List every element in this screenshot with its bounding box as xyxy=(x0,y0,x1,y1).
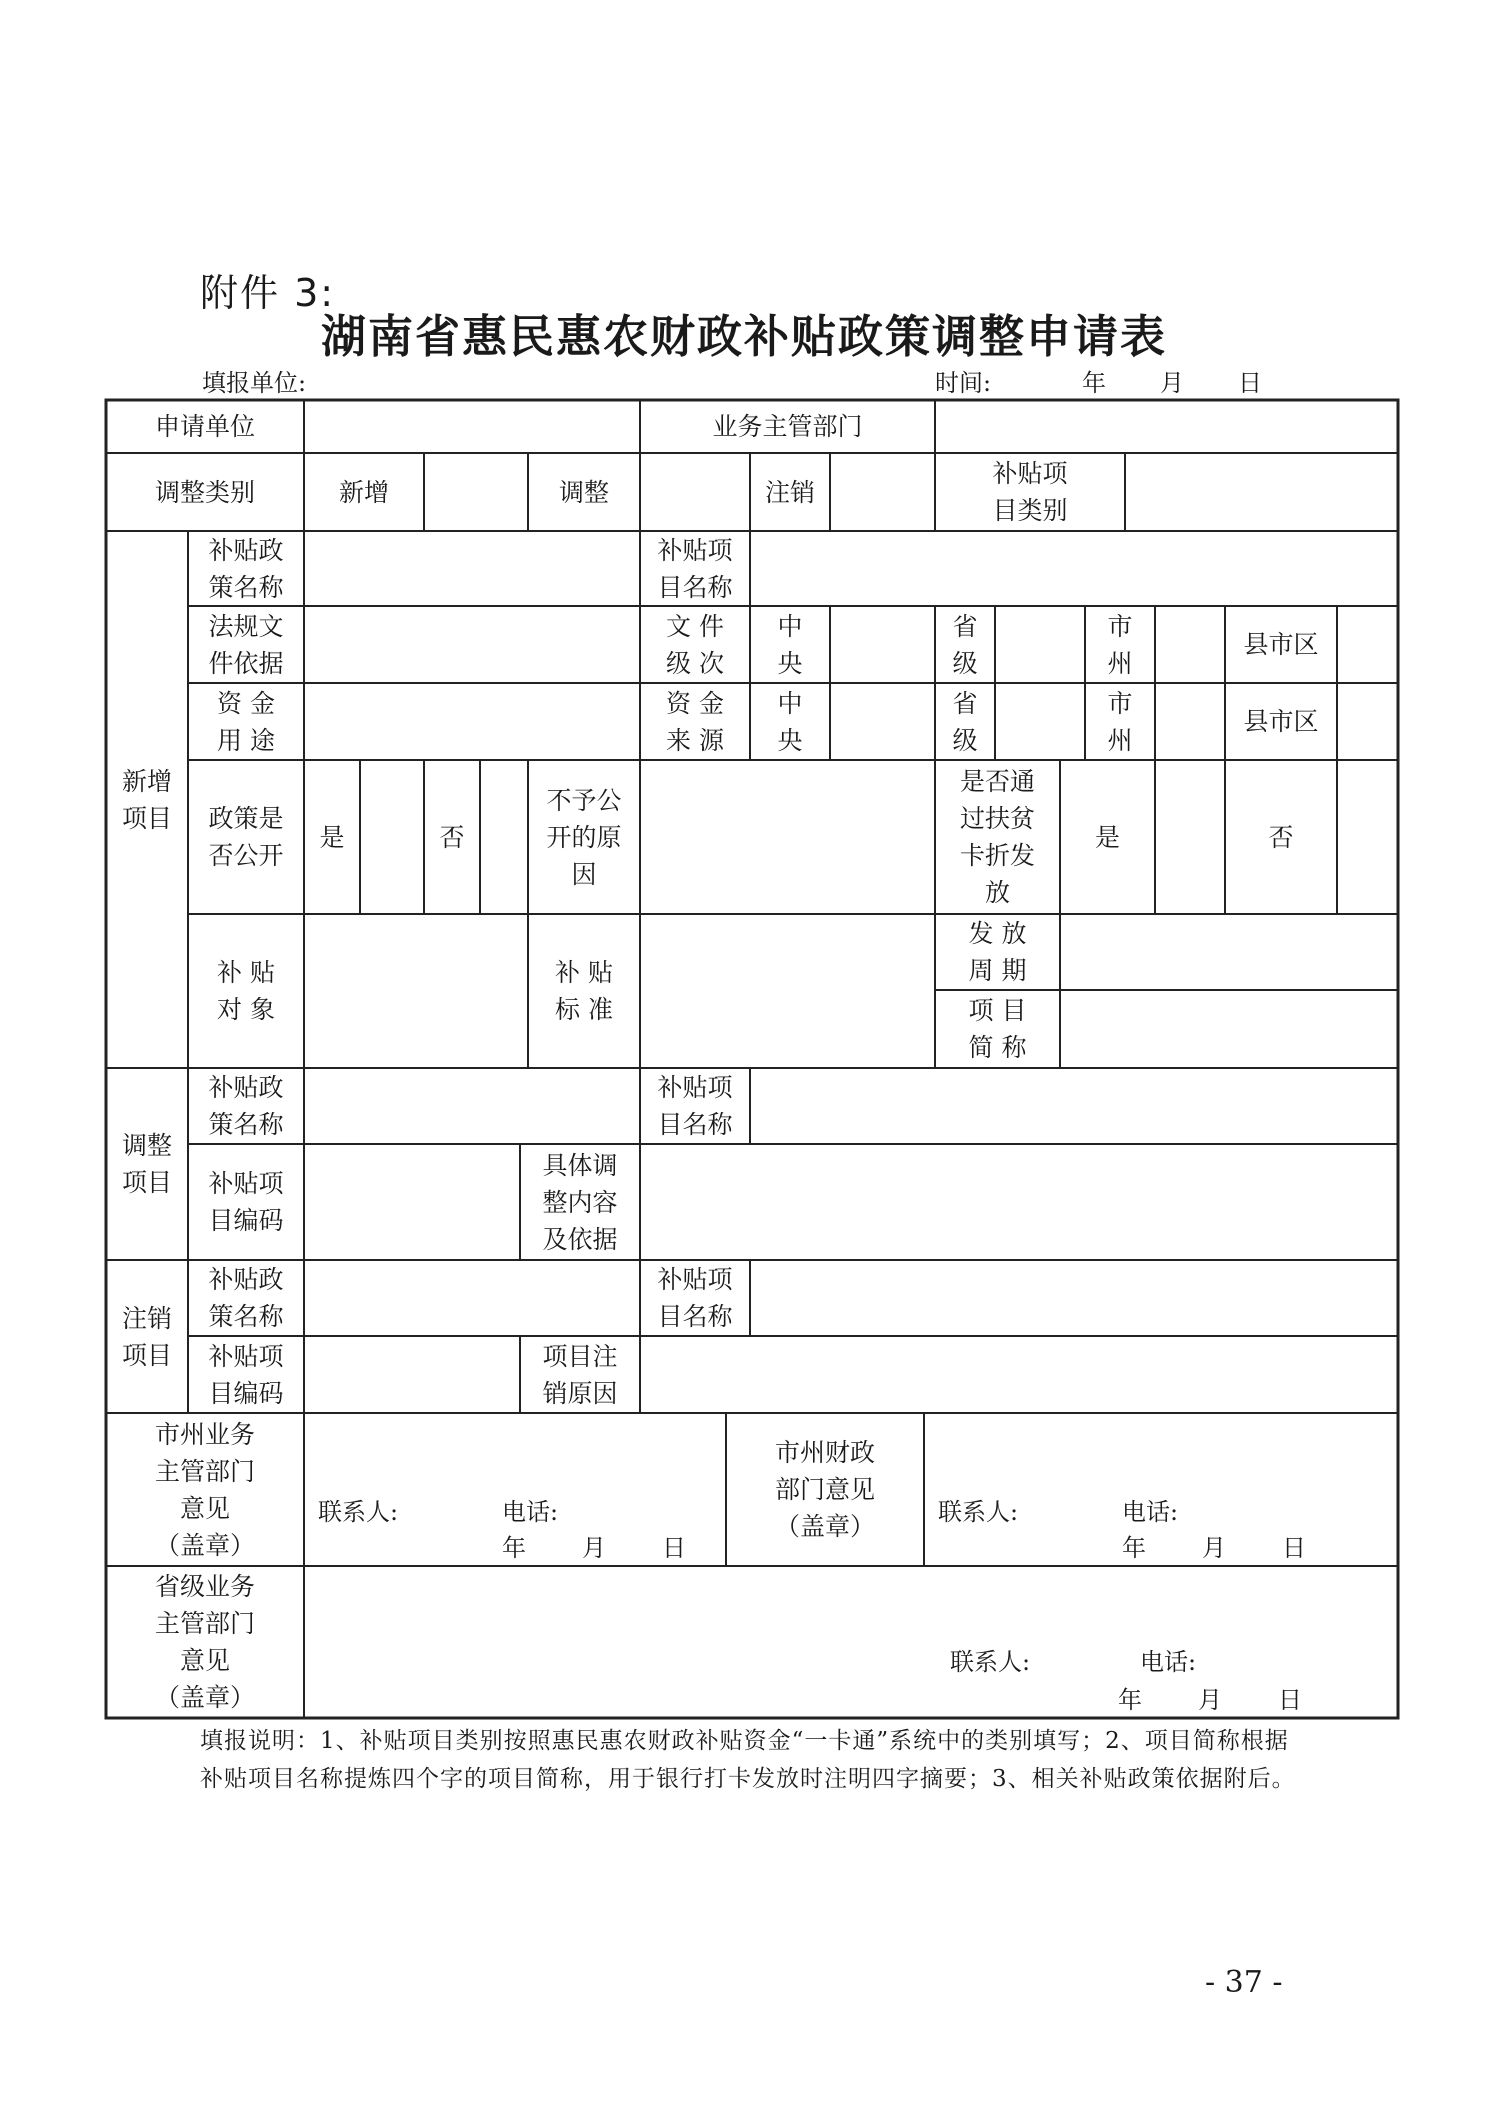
new-policy-name-label: 补贴政 策名称 xyxy=(208,535,284,602)
city-finance-label: 市州财政 部门意见 （盖章） xyxy=(774,1438,875,1541)
cancel-policy-name-label: 补贴政 策名称 xyxy=(208,1265,284,1331)
new-section-label: 新增 项目 xyxy=(121,766,172,833)
city-opinion-year: 年 xyxy=(502,1534,526,1562)
category-cancel-label: 注销 xyxy=(764,477,815,507)
policy-public-no: 否 xyxy=(439,822,465,852)
adjust-project-name-label: 补贴项 目名称 xyxy=(657,1073,733,1139)
city-finance-year: 年 xyxy=(1122,1534,1146,1562)
adjust-policy-name-label: 补贴政 策名称 xyxy=(208,1073,284,1139)
cancel-reason-label: 项目注 销原因 xyxy=(542,1341,618,1408)
city-finance-month: 月 xyxy=(1202,1534,1226,1562)
city-opinion-month: 月 xyxy=(582,1534,606,1562)
city-opinion-contact: 联系人: xyxy=(318,1498,399,1526)
doc-level-city: 市 州 xyxy=(1107,611,1133,678)
adjust-project-code-label: 补贴项 目编码 xyxy=(208,1169,284,1235)
apply-unit-field[interactable] xyxy=(304,400,640,453)
attachment-label: 附件 3: xyxy=(200,271,336,315)
province-opinion-label: 省级业务 主管部门 意见 （盖章） xyxy=(154,1572,255,1712)
subsidy-category-field[interactable] xyxy=(1125,453,1398,531)
city-finance-phone: 电话: xyxy=(1122,1498,1179,1526)
fund-source-central: 中 央 xyxy=(777,688,803,755)
city-finance-day: 日 xyxy=(1282,1534,1306,1562)
city-opinion-label: 市州业务 主管部门 意见 （盖章） xyxy=(154,1419,255,1560)
date-year: 年 xyxy=(1082,369,1106,397)
standard-label: 补 贴 标 准 xyxy=(555,958,613,1024)
date-month: 月 xyxy=(1160,369,1184,397)
province-opinion-phone: 电话: xyxy=(1140,1648,1197,1676)
adjust-section-label: 调整 项目 xyxy=(121,1131,172,1197)
cancel-section-label: 注销 项目 xyxy=(121,1303,172,1370)
category-adjust-label: 调整 xyxy=(558,477,609,507)
category-new-label: 新增 xyxy=(338,477,389,507)
target-label: 补 贴 对 象 xyxy=(217,958,275,1024)
cancel-project-name-label: 补贴项 目名称 xyxy=(657,1265,733,1331)
via-card-label: 是否通 过扶贫 卡折发 放 xyxy=(959,767,1035,907)
city-finance-contact: 联系人: xyxy=(938,1498,1019,1526)
category-new-checkbox[interactable] xyxy=(424,453,528,531)
page-number: - 37 - xyxy=(1205,1965,1283,2000)
short-name-label: 项 目 简 称 xyxy=(968,996,1027,1062)
fund-source-label: 资 金 来 源 xyxy=(666,688,724,755)
dept-label: 业务主管部门 xyxy=(712,412,863,441)
fund-source-province: 省 级 xyxy=(952,688,978,755)
via-card-no: 否 xyxy=(1268,822,1294,852)
category-cancel-checkbox[interactable] xyxy=(830,453,935,531)
category-adjust-checkbox[interactable] xyxy=(640,453,750,531)
fund-source-county: 县市区 xyxy=(1243,707,1319,736)
via-card-yes: 是 xyxy=(1094,822,1120,852)
fund-use-label: 资 金 用 途 xyxy=(217,688,275,755)
date-label: 时间: xyxy=(935,369,992,397)
filing-unit-label: 填报单位: xyxy=(202,369,307,397)
category-label: 调整类别 xyxy=(154,477,255,507)
adjust-content-label: 具体调 整内容 及依据 xyxy=(542,1150,618,1254)
apply-unit-label: 申请单位 xyxy=(154,412,255,441)
policy-public-yes: 是 xyxy=(319,822,345,852)
reason-not-public-label: 不予公 开的原 因 xyxy=(546,785,622,889)
dept-field[interactable] xyxy=(935,400,1398,453)
date-day: 日 xyxy=(1238,369,1262,397)
doc-level-label: 文 件 级 次 xyxy=(666,611,724,678)
province-opinion-day: 日 xyxy=(1278,1686,1302,1714)
subsidy-category-label: 补贴项 目类别 xyxy=(992,459,1068,525)
city-opinion-day: 日 xyxy=(662,1534,686,1562)
doc-level-province: 省 级 xyxy=(952,611,978,678)
period-label: 发 放 周 期 xyxy=(968,919,1027,985)
province-opinion-contact: 联系人: xyxy=(950,1648,1031,1676)
cancel-project-code-label: 补贴项 目编码 xyxy=(208,1341,284,1408)
city-opinion-phone: 电话: xyxy=(502,1498,559,1526)
province-opinion-month: 月 xyxy=(1198,1686,1222,1714)
filling-notes: 填报说明：1、补贴项目类别按照惠民惠农财政补贴资金“一卡通”系统中的类别填写；2、项目简称根据补贴项目名称提炼四个字的项目简称，用于银行打卡发放时注明四字摘要；3、相关补贴政策依据附后。 xyxy=(200,1728,1296,1792)
doc-level-county: 县市区 xyxy=(1243,630,1319,659)
doc-level-central: 中 央 xyxy=(777,611,803,678)
form-title: 湖南省惠民惠农财政补贴政策调整申请表 xyxy=(320,310,1167,363)
legal-basis-label: 法规文 件依据 xyxy=(208,611,284,678)
province-opinion-year: 年 xyxy=(1118,1686,1142,1714)
new-project-name-label: 补贴项 目名称 xyxy=(657,535,733,602)
fund-source-city: 市 州 xyxy=(1107,688,1133,755)
policy-public-label: 政策是 否公开 xyxy=(208,804,284,870)
